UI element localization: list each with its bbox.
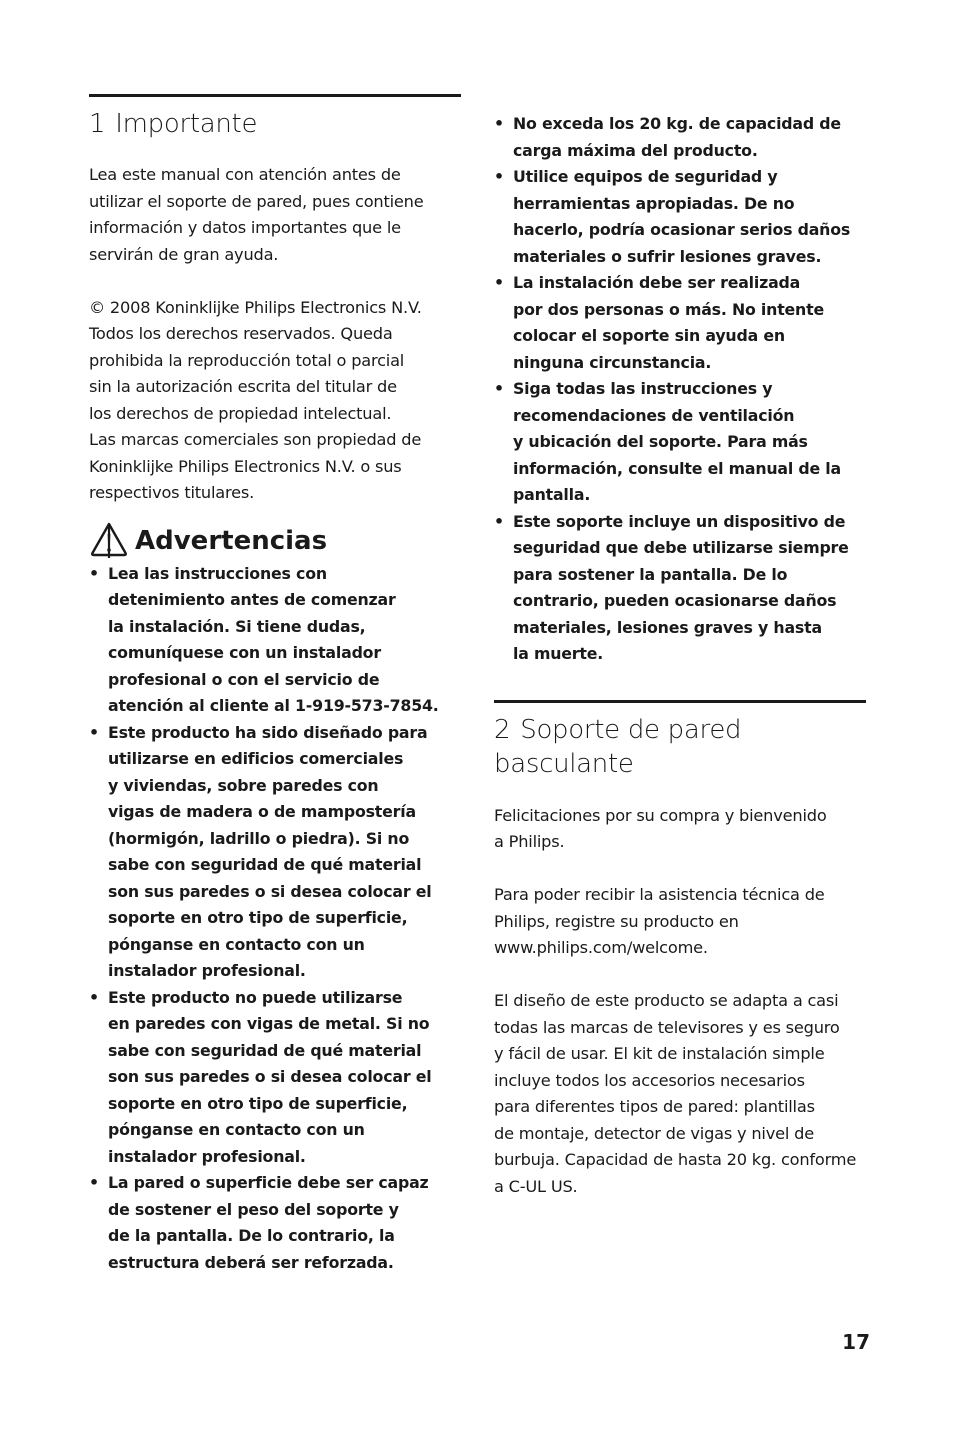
warning-line: comuníquese con un instalador [108,643,381,662]
paragraph-line: a Philips. [494,832,565,851]
warning-line: La instalación debe ser realizada [513,273,801,292]
warning-line: y ubicación del soporte. Para más [513,432,808,451]
section-1-title: Importante [115,109,258,139]
section-2-body [494,803,866,1201]
warning-line: detenimiento antes de comenzar [108,590,396,609]
warning-line: sabe con seguridad de qué material [108,1040,422,1060]
warning-line: de sostener el peso del soporte y [108,1199,399,1219]
paragraph-line: Para poder recibir la asistencia técnica de [494,885,825,904]
warning-line: colocar el soporte sin ayuda en [513,326,785,345]
intro-line: Lea este manual con atención antes de [89,165,401,184]
warnings-list-left [89,561,461,1277]
copyright-line: respectivos titulares. [89,483,255,502]
section-2-paragraph [494,882,866,962]
warning-line: La pared o superficie debe ser capaz [108,1173,429,1192]
warnings-list-right [494,111,866,668]
paragraph-line: a C-UL US. [494,1176,578,1196]
warning-line: materiales, lesiones graves y hasta [513,617,822,637]
intro-line: información y datos importantes que le [89,218,401,237]
paragraph-line: y fácil de usar. El kit de instalación simple [494,1044,825,1063]
section-2-rule [494,700,866,703]
warning-line: la instalación. Si tiene dudas, [108,616,366,636]
warning-line: en paredes con vigas de metal. Si no [108,1014,430,1033]
section-1-number: 1 [89,109,106,139]
warning-line: materiales o sufrir lesiones graves. [513,246,822,266]
warning-line: atención al cliente al 1-919-573-7854. [108,696,439,715]
warning-line: Este producto ha sido diseñado para [108,722,428,742]
warning-line: vigas de madera o de mampostería [108,802,416,821]
warning-item [494,509,866,668]
section-2-title: Soporte de pared basculante [494,714,742,779]
warning-line: por dos personas o más. No intente [513,299,824,319]
warning-line: utilizarse en edificios comerciales [108,749,404,768]
paragraph-line: Philips, registre su producto en [494,911,739,931]
warning-line: estructura deberá ser reforzada. [108,1252,394,1272]
warning-line: soporte en otro tipo de superficie, [108,908,408,927]
warning-line: para sostener la pantalla. De lo [513,564,788,584]
section-1-heading [89,107,461,141]
warning-line: recomendaciones de ventilación [513,405,795,425]
paragraph-line: El diseño de este producto se adapta a casi [494,991,839,1010]
warning-line: son sus paredes o si desea colocar el [108,1067,432,1086]
warning-item [494,164,866,270]
warning-line: No exceda los 20 kg. de capacidad de [513,114,841,133]
warning-line: pantalla. [513,485,591,504]
warning-line: carga máxima del producto. [513,140,758,160]
warning-icon [89,521,129,561]
warning-line: Utilice equipos de seguridad y [513,167,778,186]
copyright-line: prohibida la reproducción total o parcial [89,350,405,370]
warning-line: Este producto no puede utilizarse [108,987,403,1007]
warning-line: (hormigón, ladrillo o piedra). Si no [108,828,410,848]
section-2-paragraph [494,803,866,856]
warning-line: de la pantalla. De lo contrario, la [108,1226,395,1245]
warning-line: y viviendas, sobre paredes con [108,775,379,795]
warning-line: pónganse en contacto con un [108,934,365,954]
warning-item [494,376,866,509]
copyright-line: los derechos de propiedad intelectual. [89,403,392,423]
warning-line: hacerlo, podría ocasionar serios daños [513,220,851,239]
left-column [89,94,461,1276]
warning-item [89,1170,461,1276]
warning-line: sabe con seguridad de qué material [108,855,422,874]
warning-line: Este soporte incluye un dispositivo de [513,511,846,531]
paragraph-line: incluye todos los accesorios necesarios [494,1070,805,1090]
paragraph-line: www.philips.com/welcome. [494,938,708,957]
warning-line: profesional o con el servicio de [108,669,380,689]
copyright-line: Todos los derechos reservados. Queda [89,324,393,343]
copyright-paragraph [89,295,461,507]
intro-line: utilizar el soporte de pared, pues contiene [89,191,424,211]
page-number: 17 [842,1330,870,1354]
warnings-title: Advertencias [135,525,328,556]
copyright-line: Las marcas comerciales son propiedad de [89,430,422,449]
warning-line: seguridad que debe utilizarse siempre [513,538,849,557]
section-2-paragraph [494,988,866,1200]
warning-line: pónganse en contacto con un [108,1120,365,1139]
copyright-line: © 2008 Koninklijke Philips Electronics N.V. [89,297,422,317]
intro-paragraph [89,162,461,268]
copyright-line: sin la autorización escrita del titular de [89,377,397,396]
warning-line: Lea las instrucciones con [108,563,327,583]
warning-item [89,985,461,1171]
warning-item [89,720,461,985]
paragraph-line: de montaje, detector de vigas y nivel de [494,1123,814,1143]
warning-line: herramientas apropiadas. De no [513,193,795,213]
warning-line: instalador profesional. [108,961,306,980]
warning-line: ninguna circunstancia. [513,352,712,372]
warnings-heading [89,521,461,561]
warning-item [494,111,866,164]
warning-line: son sus paredes o si desea colocar el [108,881,432,901]
warning-line: contrario, pueden ocasionarse daños [513,591,837,610]
warning-line: Siga todas las instrucciones y [513,379,773,398]
intro-line: servirán de gran ayuda. [89,244,279,264]
warning-line: la muerte. [513,644,604,663]
warning-item [494,270,866,376]
warning-line: información, consulte el manual de la [513,458,841,478]
paragraph-line: para diferentes tipos de pared: plantillas [494,1097,815,1116]
section-1-rule [89,94,461,97]
paragraph-line: todas las marcas de televisores y es seguro [494,1017,840,1037]
paragraph-line: Felicitaciones por su compra y bienvenido [494,805,827,825]
warning-line: soporte en otro tipo de superficie, [108,1093,408,1113]
section-2-number: 2 [494,714,511,745]
copyright-line: Koninklijke Philips Electronics N.V. o sus [89,456,402,476]
paragraph-line: burbuja. Capacidad de hasta 20 kg. conforme [494,1150,857,1169]
section-2-heading [494,713,866,781]
warning-line: instalador profesional. [108,1146,306,1166]
right-column [494,94,866,1200]
warning-item [89,561,461,720]
